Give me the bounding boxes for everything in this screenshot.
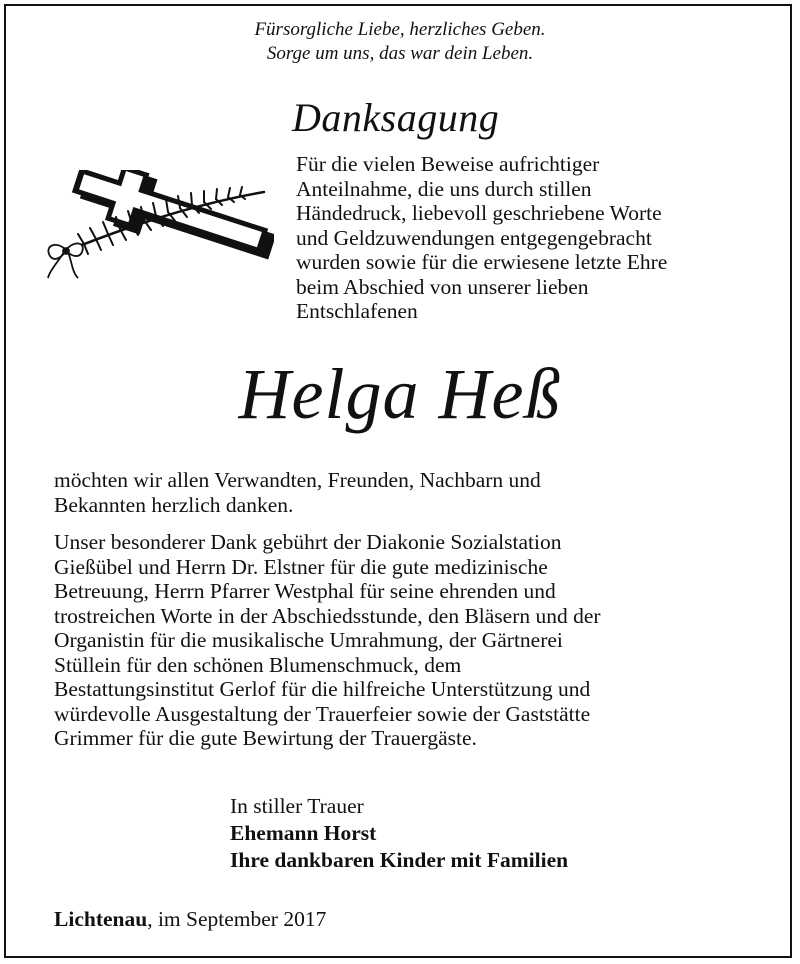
signature-line: Ihre dankbaren Kinder mit Familien: [230, 848, 569, 872]
thanks-line: Bekannten herzlich danken.: [54, 492, 294, 517]
special-thanks-line: Betreuung, Herrn Pfarrer Westphal für seine ehrenden und: [54, 579, 556, 603]
special-thanks-line: Unser besonderer Dank gebührt der Diakonie Sozialstation: [54, 530, 562, 554]
thanks-paragraph: [54, 468, 774, 517]
closing-date: , im September 2017: [147, 907, 327, 931]
motto-line: Fürsorgliche Liebe, herzliches Geben.: [254, 19, 546, 40]
special-thanks-line: Gießübel und Herrn Dr. Elstner für die gute medizinische: [54, 554, 548, 579]
special-thanks-line: Bestattungsinstitut Gerlof für die hilfreiche Unterstützung und: [54, 677, 591, 701]
special-thanks-line: trostreichen Worte in der Abschiedsstunde, den Bläsern und der: [54, 603, 601, 628]
intro-paragraph: [296, 152, 776, 324]
intro-line: Anteilnahme, die uns durch stillen: [296, 176, 592, 201]
special-thanks-line: würdevolle Ausgestaltung der Trauerfeier sowie der Gaststätte: [54, 701, 591, 726]
intro-line: beim Abschied von unserer lieben: [296, 274, 589, 299]
closing-line: [54, 906, 326, 932]
signature-intro: In stiller Trauer: [230, 794, 364, 818]
signature-block: [230, 792, 568, 874]
motto: [0, 18, 800, 66]
heading-danksagung: Danksagung: [292, 95, 500, 140]
special-thanks-line: Organistin für die musikalische Umrahmung, der Gärtnerei: [54, 628, 563, 652]
special-thanks-line: Grimmer für die gute Bewirtung der Trauergäste.: [54, 726, 477, 750]
closing-place: Lichtenau: [54, 907, 148, 931]
intro-line: und Geldzuwendungen entgegengebracht: [296, 225, 652, 250]
thanks-line: möchten wir allen Verwandten, Freunden, Nachbarn und: [54, 468, 541, 492]
deceased-name: Helga Heß: [238, 354, 562, 434]
signature-line: Ehemann Horst: [230, 821, 377, 845]
cross-with-palm-branch-icon: [24, 170, 274, 290]
intro-line: Entschlafenen: [296, 299, 418, 323]
intro-line: Für die vielen Beweise aufrichtiger: [296, 152, 600, 176]
special-thanks-line: Stüllein für den schönen Blumenschmuck, dem: [54, 652, 462, 677]
intro-line: Händedruck, liebevoll geschriebene Worte: [296, 201, 662, 225]
intro-line: wurden sowie für die erwiesene letzte Ehre: [296, 250, 668, 274]
special-thanks-paragraph: [54, 530, 774, 751]
motto-line: Sorge um uns, das war dein Leben.: [266, 43, 534, 64]
